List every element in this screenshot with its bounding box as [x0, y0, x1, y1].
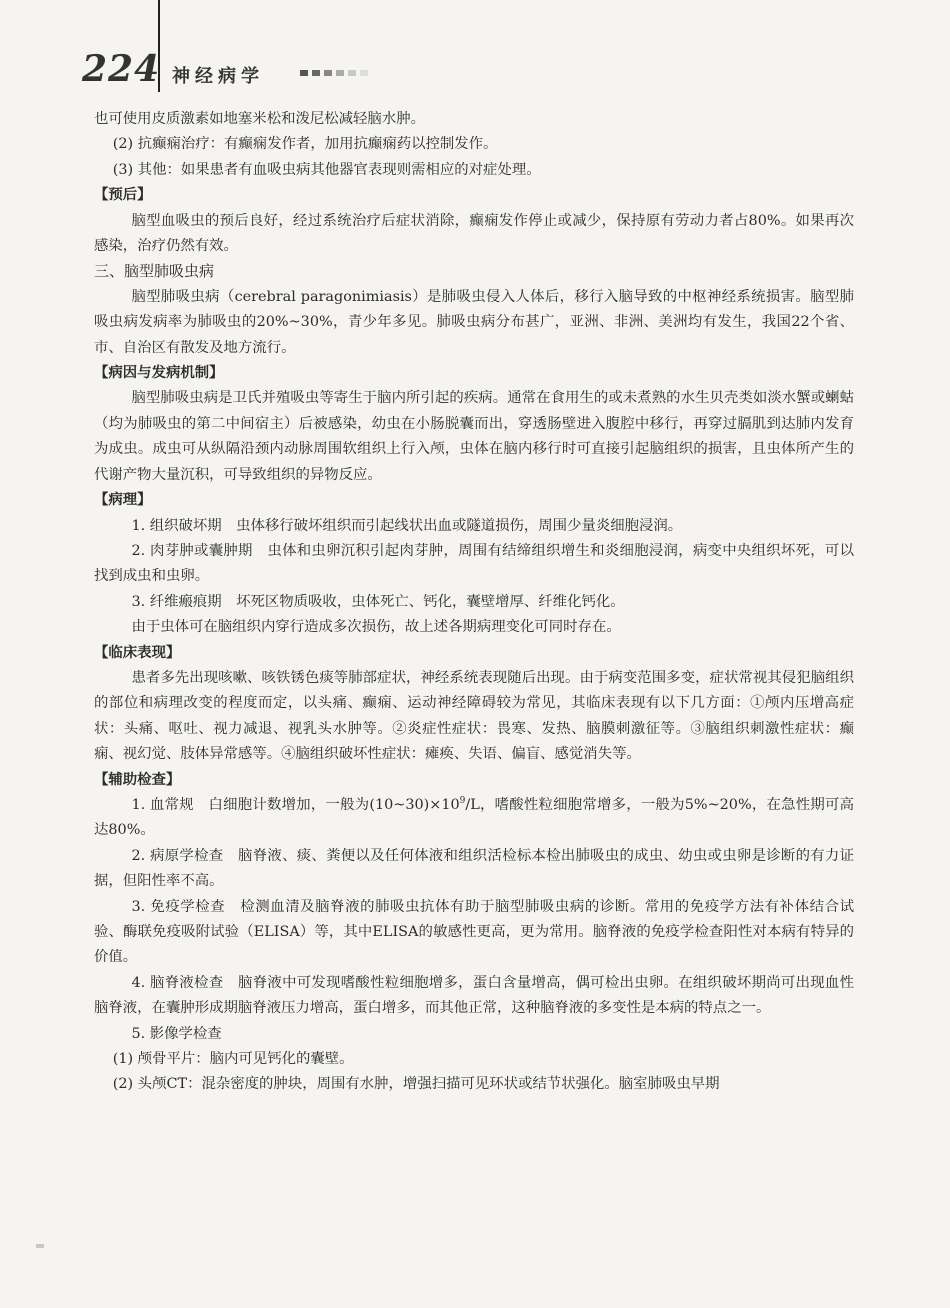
section-title: 三、脑型肺吸虫病 — [94, 262, 215, 281]
header-dot — [336, 70, 344, 76]
paragraph: 脑型血吸虫的预后良好，经过系统治疗后症状消除，癫痫发作停止或减少，保持原有劳动力者占80%。如果再次感染，治疗仍然有效。 — [94, 212, 854, 255]
list-item: (2) 头颅CT：混杂密度的肿块，周围有水肿，增强扫描可见环状或结节状强化。脑室肺吸虫早期 — [112, 1076, 720, 1093]
scan-mark — [36, 1244, 44, 1248]
heading-clinical: 【临床表现】 — [94, 644, 181, 661]
header-dot — [300, 70, 308, 76]
list-item: 2. 肉芽肿或囊肿期 虫体和虫卵沉积引起肉芽肿，周围有结缔组织增生和炎细胞浸润，病变中央组织坏死，可以找到成虫和虫卵。 — [94, 542, 854, 585]
header-dot — [360, 70, 368, 76]
header-dot — [348, 70, 356, 76]
header-dot — [324, 70, 332, 76]
header-dot — [312, 70, 320, 76]
paragraph: 患者多先出现咳嗽、咳铁锈色痰等肺部症状，神经系统表现随后出现。由于病变范围多变，症状常视其侵犯脑组织的部位和病理改变的程度而定，以头痛、癫痫、运动神经障碍较为常见，其临床表现有以下几方面：①颅内压增高症状：头痛、呕吐、视力减退、视乳头水肿等。②炎症性症状：畏寒、发热、脑膜刺激征等。③脑组织刺激性症状：癫痫、视幻觉、肢体异常感等。④脑组织破坏性症状：瘫痪、失语、偏盲、感觉消失等。 — [94, 669, 854, 763]
header-decoration — [300, 70, 368, 76]
list-item: 3. 免疫学检查 检测血清及脑脊液的肺吸虫抗体有助于脑型肺吸虫病的诊断。常用的免疫学方法有补体结合试验、酶联免疫吸附试验（ELISA）等，其中ELISA的敏感性更高，更为常用。脑脊液的免疫学检查阳性对本病有特异的价值。 — [94, 898, 854, 966]
book-title: 神经病学 — [172, 66, 264, 87]
text-span: /L，嗜酸性粒细胞常增多，一般为5%~20%，在急性期可高达80%。 — [94, 796, 854, 839]
list-item: 1. 组织破坏期 虫体移行破坏组织而引起线状出血或隧道损伤，周围少量炎细胞浸润。 — [131, 517, 683, 534]
list-item: (1) 颅骨平片：脑内可见钙化的囊壁。 — [112, 1051, 354, 1068]
heading-etiology: 【病因与发病机制】 — [94, 365, 224, 382]
paragraph: 脑型肺吸虫病（cerebral paragonimiasis）是肺吸虫侵入人体后，移行入脑导致的中枢神经系统损害。脑型肺吸虫病发病率为肺吸虫的20%~30%，青少年多见。肺吸虫病分布甚广，亚洲、非洲、美洲均有发生，我国22个省、市、自治区有散发及地方流行。 — [94, 288, 854, 356]
text-span: 1. 血常规 白细胞计数增加，一般为(10~30)×10 — [131, 796, 460, 813]
list-item: (3) 其他：如果患者有血吸虫病其他器官表现则需相应的对症处理。 — [112, 161, 541, 178]
heading-pathology: 【病理】 — [94, 492, 152, 509]
paragraph: 由于虫体可在脑组织内穿行造成多次损伤，故上述各期病理变化可同时存在。 — [131, 619, 621, 636]
list-item — [94, 793, 854, 844]
list-item: (2) 抗癫痫治疗：有癫痫发作者，加用抗癫痫药以控制发作。 — [112, 136, 498, 153]
superscript: 9 — [459, 796, 466, 807]
page-body — [94, 107, 854, 1098]
list-item: 5. 影像学检查 — [131, 1025, 222, 1042]
heading-prognosis: 【预后】 — [94, 187, 152, 204]
page-number: 224 — [82, 48, 161, 90]
paragraph: 脑型肺吸虫病是卫氏并殖吸虫等寄生于脑内所引起的疾病。通常在食用生的或未煮熟的水生贝壳类如淡水蟹或蝲蛄（均为肺吸虫的第二中间宿主）后被感染，幼虫在小肠脱囊而出，穿透肠壁进入腹腔中移行，再穿过膈肌到达肺内发育为成虫。成虫可从纵隔沿颈内动脉周围软组织上行入颅，虫体在脑内移行时可直接引起脑组织的损害，且虫体所产生的代谢产物大量沉积，可导致组织的异物反应。 — [94, 390, 854, 483]
paragraph: 也可使用皮质激素如地塞米松和泼尼松减轻脑水肿。 — [94, 111, 425, 127]
list-item: 4. 脑脊液检查 脑脊液中可发现嗜酸性粒细胞增多，蛋白含量增高，偶可检出虫卵。在组织破坏期尚可出现血性脑脊液，在囊肿形成期脑脊液压力增高，蛋白增多，而其他正常，这种脑脊液的多变性是本病的特点之一。 — [94, 974, 854, 1017]
heading-auxiliary-exam: 【辅助检查】 — [94, 771, 181, 788]
list-item: 2. 病原学检查 脑脊液、痰、粪便以及任何体液和组织活检标本检出肺吸虫的成虫、幼虫或虫卵是诊断的有力证据，但阳性率不高。 — [94, 847, 854, 890]
list-item: 3. 纤维瘢痕期 坏死区物质吸收，虫体死亡、钙化，囊壁增厚、纤维化钙化。 — [131, 593, 625, 610]
